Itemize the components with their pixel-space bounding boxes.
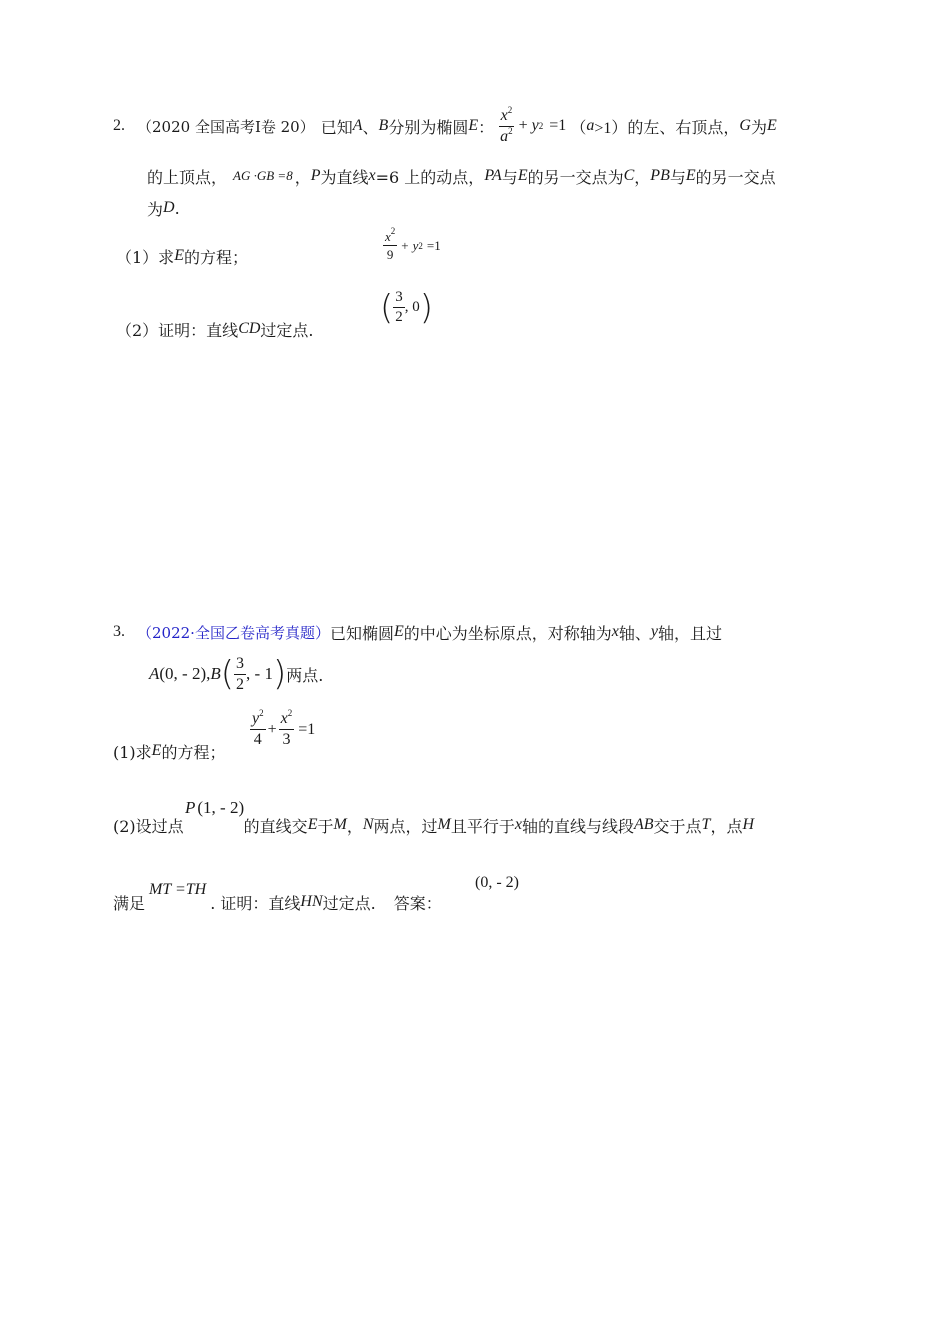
left-paren-icon: (: [220, 654, 235, 694]
q2-ans1-x: x: [385, 229, 391, 244]
q3-stem-text: 且平行于: [450, 816, 515, 836]
q3-var-x: x: [514, 816, 522, 833]
q3-var-x: x: [611, 623, 619, 640]
q3-ans1-den2: 3: [282, 731, 291, 748]
q3-ans1-den1: 4: [253, 731, 262, 748]
q2-var-e: E: [685, 167, 696, 184]
q2-answer2: [380, 287, 434, 328]
q2-ans1-y: y: [412, 237, 419, 253]
q2-var-e: E: [468, 117, 479, 134]
q2-ans2-num: 3: [393, 290, 405, 308]
q2-ans1-rhs: =1: [426, 237, 441, 253]
q3-stem-text: 于: [317, 816, 334, 836]
q3-var-hn: HN: [300, 893, 323, 910]
q2-part2: [116, 317, 314, 341]
q2-var-a: A: [352, 117, 363, 134]
q3-stem-text: . 证明：直线: [210, 893, 301, 913]
q3-stem-text: 交于点: [653, 816, 702, 836]
q2-stem-text: 的另一交点: [695, 167, 776, 187]
q2-var-pa: PA: [484, 167, 502, 184]
q2-source: （2020 全国高考Ⅰ卷 20）: [137, 117, 315, 136]
q2-ellipse-equation: $\frac{x^2}{a^2}$ + y 2 =1: [500, 104, 567, 145]
q2-ans2-den: 2: [395, 309, 403, 325]
q3-stem-text: 两点.: [286, 665, 324, 685]
q2-stem-text: =6 上的动点，: [375, 167, 485, 187]
q2-eq-rhs: =1: [549, 117, 567, 134]
q3-var-e: E: [393, 623, 404, 640]
q2-eq-sq: 2: [507, 104, 513, 115]
q2-var-e: E: [174, 247, 184, 264]
q3-ans1-x: x: [280, 710, 288, 727]
q3-part2-label: (2)设过点: [113, 816, 184, 836]
q3-point-b-tail: , - 1: [246, 664, 273, 683]
q3-var-e: E: [151, 742, 162, 759]
q3-part1-text: 的方程；: [161, 742, 226, 762]
q3-answer-label: 答案：: [393, 893, 442, 913]
q3-var-h: H: [742, 816, 755, 833]
q2-stem-text: 为: [147, 199, 164, 219]
q2-stem-text: 已知: [320, 117, 353, 137]
q2-dot-product: AG ·GB =8: [233, 168, 293, 183]
q2-eq-plus: +: [518, 117, 528, 134]
q3-var-e: E: [307, 816, 318, 833]
q2-var-c: C: [623, 167, 635, 184]
q3-answer1: [250, 708, 316, 748]
q2-cond-rest: >1）: [594, 119, 628, 137]
q2-var-b: B: [378, 117, 389, 134]
q2-var-e: E: [517, 167, 528, 184]
q2-cond-open: （: [570, 117, 587, 137]
q2-stem-text: 为: [750, 117, 767, 137]
q3-point-b-den: 2: [236, 675, 245, 693]
q2-ans2-tail: , 0: [404, 299, 420, 315]
q2-part1-text: 的方程；: [183, 247, 248, 267]
q2-stem-text: 与: [669, 167, 686, 187]
q3-var-n: N: [362, 816, 374, 833]
q2-eq-y: y: [531, 117, 539, 134]
q3-part1: [113, 739, 225, 763]
q2-answer1: $\frac{x^2}{9}$ + y 2 =1: [385, 226, 441, 262]
q2-eq-sq: 2: [508, 125, 513, 136]
right-paren-icon: ): [272, 654, 287, 694]
q3-line1: [113, 620, 722, 644]
q2-part2-label: （2）证明：直线: [116, 320, 239, 340]
q2-stem-text: 为直线: [320, 167, 369, 187]
q3-answer-value: (0, - 2): [475, 874, 519, 891]
q3-point-a: A: [149, 664, 160, 683]
q2-line3: [147, 196, 180, 220]
q2-var-p: P: [310, 167, 321, 184]
q3-line3: [113, 881, 442, 914]
q2-ans1-sq: 2: [390, 226, 396, 236]
q2-var-e: E: [766, 117, 777, 134]
q2-number: 2.: [113, 117, 125, 134]
q2-stem-text: .: [174, 198, 180, 218]
q3-var-ab: AB: [633, 816, 654, 833]
q2-eq-x: x: [500, 106, 508, 124]
q3-stem-text: ，点: [710, 816, 743, 836]
q3-ans1-sq: 2: [287, 708, 293, 718]
q3-stem-text: 两点，过: [373, 816, 438, 836]
q2-stem-text: 的上顶点，: [147, 167, 228, 187]
q3-stem-text: 轴、: [618, 623, 651, 643]
q2-var-g: G: [739, 117, 751, 134]
q3-var-t: T: [701, 816, 711, 833]
q3-ans1-plus: +: [267, 720, 277, 738]
q2-ans1-den: 9: [386, 247, 394, 262]
q3-stem-text: 过定点.: [322, 893, 376, 913]
q2-part1: [116, 244, 248, 268]
q3-stem-text: 的直线交: [243, 816, 308, 836]
q3-var-m: M: [333, 816, 347, 833]
q2-part1-label: （1）求: [116, 247, 175, 267]
q3-source: （2022·全国乙卷高考真题）: [137, 623, 330, 642]
q2-var-x: x: [368, 167, 376, 184]
q3-var-y: y: [650, 623, 658, 640]
q3-point-p-coords: (1, - 2): [197, 798, 245, 817]
q3-vector-equation: MT =TH: [149, 881, 207, 898]
q2-ans1-plus: +: [401, 237, 409, 253]
q2-stem-text: 分别为椭圆: [388, 117, 469, 137]
q2-part2-text: 过定点.: [260, 320, 314, 340]
q2-stem-text: 的另一交点为: [527, 167, 624, 187]
q2-var-d: D: [163, 199, 175, 216]
q3-point-b-num: 3: [234, 656, 246, 675]
q2-line2: [147, 164, 776, 188]
q3-stem-text: 轴的直线与线段: [521, 816, 634, 836]
q2-eq-a: a: [500, 127, 509, 145]
q3-stem-text: 轴，且过: [658, 623, 723, 643]
left-paren-icon: (: [380, 287, 394, 328]
q3-number: 3.: [113, 623, 125, 640]
q2-stem-text: 的左、右顶点，: [627, 117, 740, 137]
q2-var-pb: PB: [650, 167, 670, 184]
q3-stem-text: 的中心为坐标原点，对称轴为: [403, 623, 612, 643]
q2-var-cd: CD: [238, 320, 261, 337]
q2-stem-text: ，: [294, 167, 311, 187]
q3-part2: [113, 813, 754, 837]
q3-ans1-sq: 2: [259, 708, 264, 718]
q2-cond-a: a: [586, 117, 595, 134]
q3-point-a-coords: (0, - 2),: [159, 664, 211, 683]
q2-sep: 、: [362, 117, 379, 137]
q2-line1: [113, 106, 777, 146]
q2-colon: ：: [478, 117, 495, 137]
right-paren-icon: ): [419, 287, 434, 328]
q3-stem-text: 满足: [113, 893, 146, 913]
q2-stem-text: 与: [501, 167, 518, 187]
q3-point-b: B: [210, 664, 221, 683]
q2-stem-text: ，: [634, 167, 651, 187]
q3-var-p: P: [185, 798, 196, 817]
q3-part1-label: (1)求: [113, 742, 152, 762]
q3-ans1-y: y: [252, 710, 260, 727]
q3-var-m: M: [437, 816, 451, 833]
q3-ans1-rhs: =1: [298, 720, 316, 738]
q3-stem-text: ，: [346, 816, 363, 836]
q3-stem-text: 已知椭圆: [329, 623, 394, 643]
q3-line2: [149, 651, 323, 697]
